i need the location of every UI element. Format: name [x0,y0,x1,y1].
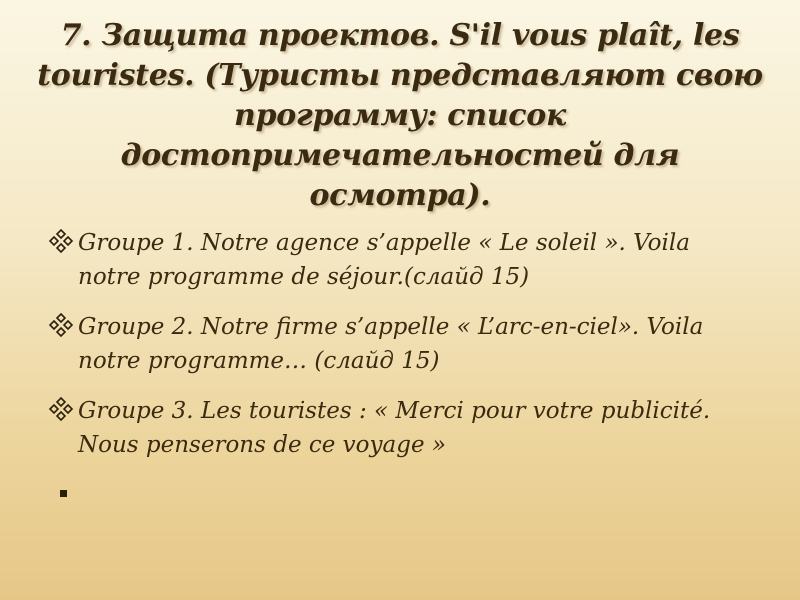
bullet-item-1 [48,226,758,294]
diamond-quad-icon [48,312,74,338]
empty-bullet-item [60,490,67,497]
bullet-list [48,226,758,478]
diamond-quad-icon [48,228,74,254]
square-icon [60,490,67,497]
slide-title: 7. Защита проектов. S'il vous plaît, les touristes. (Туристы представляют свою программу: список достопримечательностей для осмотра). [37,18,763,213]
bullet-item-3 [48,394,758,462]
bullet-item-2 [48,310,758,378]
diamond-quad-icon [48,396,74,422]
bullet-text: Groupe 1. Notre agence s’appelle « Le soleil ». Voila notre programme de séjour.(слайд 15) [78,230,690,290]
bullet-text: Groupe 2. Notre firme s’appelle « L’arc-en-ciel». Voila notre programme… (слайд 15) [78,314,704,374]
bullet-text: Groupe 3. Les touristes : « Merci pour votre publicité. Nous penserons de ce voyage » [78,398,711,458]
